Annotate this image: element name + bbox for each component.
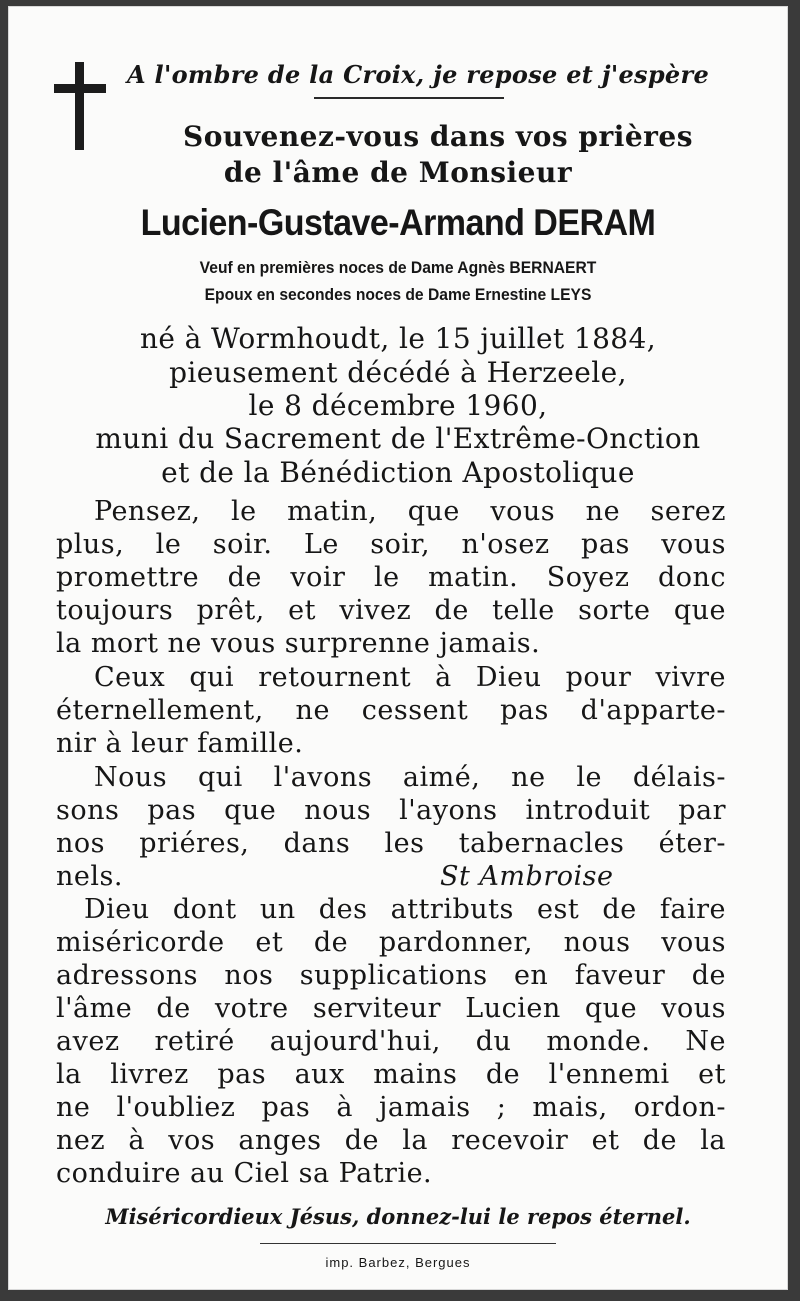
motto-divider bbox=[314, 97, 504, 99]
attribution: St Ambroise bbox=[440, 861, 614, 892]
prayer-line-8: nez à vos anges de la recevoir et de la bbox=[56, 1125, 726, 1156]
prayer-line-1: Dieu dont un des attributs est de faire bbox=[84, 894, 726, 925]
para1-line-4: toujours prêt, et vivez de telle sorte que bbox=[56, 595, 726, 626]
death-place-line: pieusement décédé à Herzeele, bbox=[169, 356, 627, 389]
closing-invocation: Miséricordieux Jésus, donnez-lui le repos éternel. bbox=[105, 1204, 691, 1229]
prayer-line-6: la livrez pas aux mains de l'ennemi et bbox=[56, 1059, 726, 1090]
prayer-line-2: miséricorde et de pardonner, nous vous bbox=[56, 927, 726, 958]
printer-divider bbox=[260, 1243, 556, 1244]
prayer-line-5: avez retiré aujourd'hui, du monde. Ne bbox=[56, 1026, 726, 1057]
prayer-line-4: l'âme de votre serviteur Lucien que vous bbox=[56, 993, 726, 1024]
memorial-card bbox=[8, 6, 788, 1290]
intro-line-1: Souvenez-vous dans vos prières bbox=[182, 120, 693, 153]
spouse-line-1: Veuf en premières noces de Dame Agnès BERNAERT bbox=[199, 258, 597, 277]
para1-line-3: promettre de voir le matin. Soyez donc bbox=[56, 562, 726, 593]
para1-line-2: plus, le soir. Le soir, n'osez pas vous bbox=[56, 529, 726, 560]
prayer-line-9: conduire au Ciel sa Patrie. bbox=[56, 1158, 433, 1189]
motto: A l'ombre de la Croix, je repose et j'espère bbox=[126, 60, 710, 89]
printer-imprint: imp. Barbez, Bergues bbox=[325, 1255, 471, 1270]
para2-line-3: nir à leur famille. bbox=[56, 728, 304, 759]
birth-line: né à Wormhoudt, le 15 juillet 1884, bbox=[139, 322, 657, 355]
para3-line-3: nos priéres, dans les tabernacles éter- bbox=[56, 828, 726, 859]
sacrament-line: muni du Sacrement de l'Extrême-Onction bbox=[95, 422, 701, 455]
para1-line-5: la mort ne vous surprenne jamais. bbox=[56, 628, 541, 659]
para1-line-1: Pensez, le matin, que vous ne serez bbox=[94, 496, 726, 527]
para2-line-1: Ceux qui retournent à Dieu pour vivre bbox=[94, 662, 726, 693]
para3-line-2: sons pas que nous l'ayons introduit par bbox=[56, 795, 726, 826]
deceased-name: Lucien-Gustave-Armand DERAM bbox=[140, 202, 656, 243]
blessing-line: et de la Bénédiction Apostolique bbox=[161, 456, 635, 489]
para3-line-4: nels. bbox=[56, 861, 123, 892]
death-date-line: le 8 décembre 1960, bbox=[248, 389, 548, 422]
prayer-line-7: ne l'oubliez pas à jamais ; mais, ordon- bbox=[56, 1092, 726, 1123]
spouse-line-2: Epoux en secondes noces de Dame Ernestine LEYS bbox=[204, 285, 592, 304]
para3-line-1: Nous qui l'avons aimé, ne le délais- bbox=[94, 762, 726, 793]
para2-line-2: éternellement, ne cessent pas d'apparte- bbox=[56, 695, 726, 726]
intro-line-2: de l'âme de Monsieur bbox=[223, 156, 573, 189]
prayer-line-3: adressons nos supplications en faveur de bbox=[56, 960, 726, 991]
